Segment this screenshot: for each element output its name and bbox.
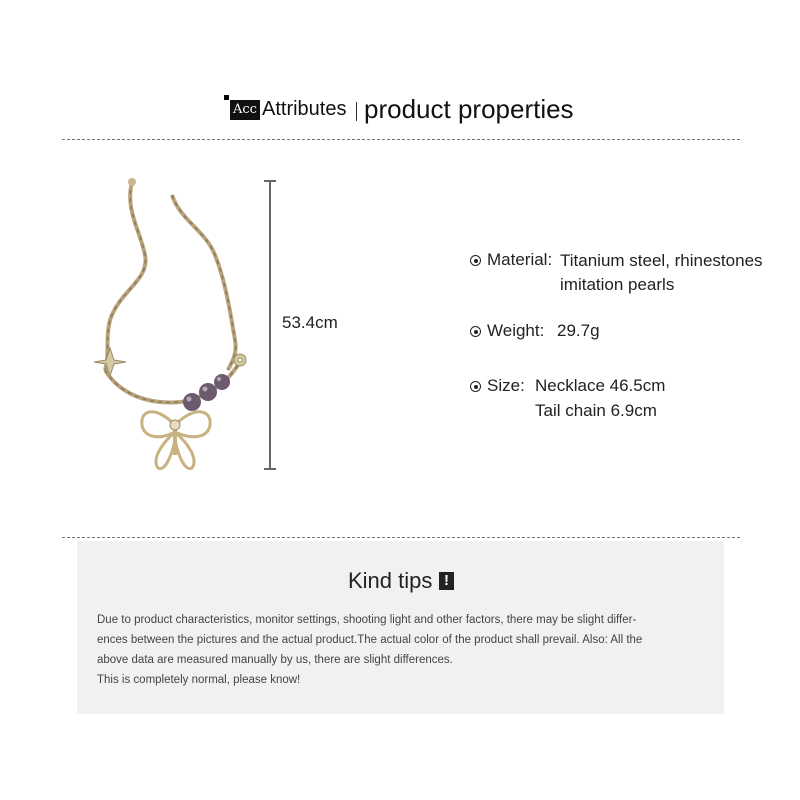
acc-badge: Acc xyxy=(230,100,260,120)
material-value-line2: imitation pearls xyxy=(560,275,675,294)
material-label: Material: xyxy=(487,250,553,269)
tips-line-3: above data are measured manually by us, there are slight differences. xyxy=(97,654,453,666)
tips-line-4: This is completely normal, please know! xyxy=(97,674,301,686)
bottom-divider xyxy=(62,537,740,538)
measure-cap-bottom xyxy=(264,468,276,470)
weight-value: 29.7g xyxy=(557,321,600,340)
size-value-line2: Tail chain 6.9cm xyxy=(535,401,657,420)
necklace-image xyxy=(80,170,260,480)
pearls xyxy=(183,374,230,411)
title-separator xyxy=(356,102,357,121)
clasp xyxy=(128,178,136,186)
tips-line-2: ences between the pictures and the actual product.The actual color of the product shall prevail. Also: All the xyxy=(97,634,643,646)
left-chain xyxy=(105,182,146,370)
weight-bullet-icon xyxy=(470,326,481,337)
right-chain xyxy=(172,195,236,370)
material-bullet-icon xyxy=(470,255,481,266)
kind-tips-text xyxy=(97,610,712,690)
page-title: product properties xyxy=(364,94,574,124)
weight-label: Weight: xyxy=(487,321,545,340)
star-charm xyxy=(94,348,126,376)
length-measure-line xyxy=(268,180,272,470)
size-label: Size: xyxy=(487,376,525,395)
size-bullet-icon xyxy=(470,381,481,392)
attributes-label: Attributes xyxy=(262,98,347,120)
badge-dot xyxy=(224,95,229,100)
top-divider xyxy=(62,139,740,140)
kind-tips-title: Kind tips xyxy=(348,568,433,593)
tips-line-1: Due to product characteristics, monitor settings, shooting light and other factors, there may be slight differ- xyxy=(97,614,637,626)
measure-line xyxy=(269,180,271,470)
material-value-line1: Titanium steel, rhinestones xyxy=(560,251,763,270)
exclamation-icon: ! xyxy=(439,572,454,590)
flower-charm xyxy=(234,354,246,366)
length-label: 53.4cm xyxy=(282,313,338,332)
size-value-line1: Necklace 46.5cm xyxy=(535,376,666,395)
